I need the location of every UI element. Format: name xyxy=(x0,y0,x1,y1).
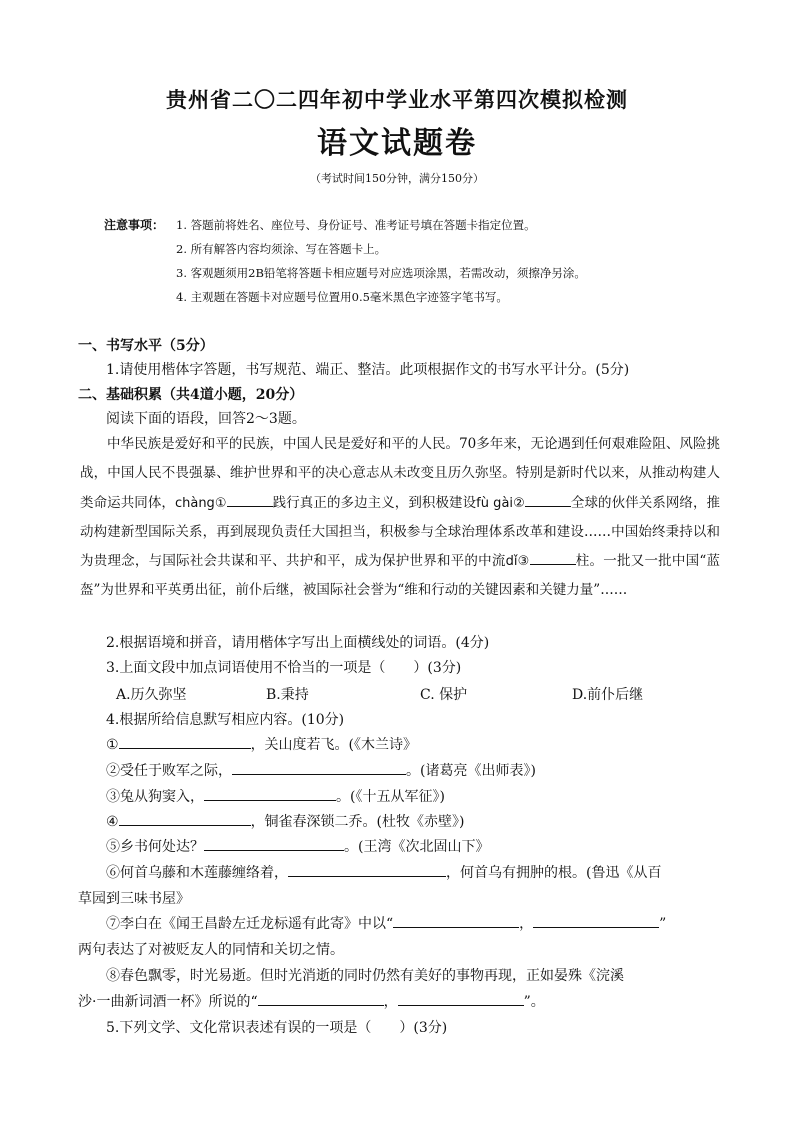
paper-title: 语文试题卷 xyxy=(317,126,477,161)
answer-blank[interactable] xyxy=(398,991,524,1006)
question-3: 3.上面文段中加点词语使用不恰当的一项是（ ）(3分) xyxy=(106,660,462,676)
option-a[interactable]: A.历久弥坚 xyxy=(116,687,187,703)
note-item: 1. 答题前将姓名、座位号、身份证号、准考证号填在答题卡指定位置。 xyxy=(176,218,536,232)
question-2: 2.根据语境和拼音，请用楷体字写出上面横线处的词语。(4分) xyxy=(106,635,490,651)
recitation-item-2: ②受任于败军之际， 。(诸葛亮《出师表》) xyxy=(106,760,536,780)
option-c[interactable]: C. 保护 xyxy=(420,687,468,703)
answer-blank[interactable] xyxy=(204,836,344,851)
answer-blank-2[interactable] xyxy=(525,492,571,507)
answer-blank[interactable] xyxy=(393,913,519,928)
option-d[interactable]: D.前仆后继 xyxy=(572,687,644,703)
pinyin-hint-2: fù gài② xyxy=(476,495,525,511)
recitation-item-8-cont: 沙·一曲新词酒一杯》所说的“ ， ”。 xyxy=(78,991,545,1011)
answer-blank[interactable] xyxy=(258,991,384,1006)
exam-title: 贵州省二〇二四年初中学业水平第四次模拟检测 xyxy=(166,87,628,112)
answer-blank[interactable] xyxy=(204,786,336,801)
exam-time-info: （考试时间150分钟，满分150分） xyxy=(310,172,484,185)
pinyin-hint-3: dǐ③ xyxy=(505,554,530,570)
answer-blank[interactable] xyxy=(232,760,406,775)
answer-blank-3[interactable] xyxy=(530,550,576,565)
passage-text: 践行真正的多边主义，到积极建设 xyxy=(272,494,477,511)
reading-passage xyxy=(80,430,720,606)
option-b[interactable]: B.秉持 xyxy=(266,687,309,703)
recitation-item-6: ⑥何首乌藤和木莲藤缠络着， ，何首乌有拥肿的根。(鲁迅《从百 xyxy=(106,862,661,882)
answer-blank[interactable] xyxy=(288,862,446,877)
recitation-item-7-cont: 两句表达了对被贬友人的同情和关切之情。 xyxy=(78,942,344,958)
passage-text: 全球的伙伴关系网络，推动构建新型国际关系，再到展现负责任大国担当，积极参与全球治理体系改革和建设……中国始终秉持以和为贵理念，与国际社会共谋和平、共护和平，成为保护世界和平的中流 xyxy=(80,494,721,570)
answer-blank[interactable] xyxy=(119,734,251,749)
notes-label: 注意事项： xyxy=(104,218,165,232)
answer-blank-1[interactable] xyxy=(227,492,273,507)
recitation-item-1: ① ，关山度若飞。(《木兰诗》 xyxy=(106,734,417,754)
recitation-item-4: ④ ，铜雀春深锁二乔。(杜牧《赤壁》) xyxy=(106,811,465,831)
recitation-item-6-cont: 草园到三味书屋》 xyxy=(78,891,190,907)
passage-text: 中华民族是爱好和平的民族，中国人民是爱好和平的人民。70多年来，无论遇到任何艰难险阻、风险挑战，中国人民不畏强暴、维护世界和平的决心意志从未改变且历久弥坚。特别是新时代以来，从推动构建人类命运共同体， xyxy=(80,436,720,511)
recitation-item-5: ⑤乡书何处达？ 。(王湾《次北固山下》 xyxy=(106,836,489,856)
section-heading-basics: 二、基础积累（共4道小题，20分） xyxy=(78,387,304,403)
answer-blank[interactable] xyxy=(119,811,251,826)
answer-blank[interactable] xyxy=(533,913,659,928)
passage-text: 柱。一批又一批中国“蓝盔”为世界和平英勇出征，前仆后继，被国际社会誉为“维和行动的关键因素和关键力量”…… xyxy=(80,553,720,599)
question-1: 1.请使用楷体字答题，书写规范、端正、整洁。此项根据作文的书写水平计分。(5分) xyxy=(106,362,630,378)
note-item: 2. 所有解答内容均须涂、写在答题卡上。 xyxy=(176,242,387,256)
question-4: 4.根据所给信息默写相应内容。(10分) xyxy=(106,712,345,728)
pinyin-hint-1: chàng① xyxy=(174,495,227,511)
recitation-item-3: ③兔从狗窦入， 。(《十五从军征》) xyxy=(106,786,445,806)
note-item: 3. 客观题须用2B铅笔将答题卡相应题号对应选项涂黑，若需改动，须擦净另涂。 xyxy=(176,266,586,280)
section-heading-writing: 一、书写水平（5分） xyxy=(78,338,214,354)
recitation-item-7: ⑦李白在《闻王昌龄左迁龙标遥有此寄》中以“ ， ” xyxy=(106,913,666,933)
note-item: 4. 主观题在答题卡对应题号位置用0.5毫米黑色字迹签字笔书写。 xyxy=(176,290,508,304)
passage-intro: 阅读下面的语段，回答2～3题。 xyxy=(106,411,306,427)
recitation-item-8: ⑧春色飘零，时光易逝。但时光消逝的同时仍然有美好的事物再现，正如晏殊《浣溪 xyxy=(106,968,624,984)
question-5: 5.下列文学、文化常识表述有误的一项是（ ）(3分) xyxy=(106,1020,448,1036)
